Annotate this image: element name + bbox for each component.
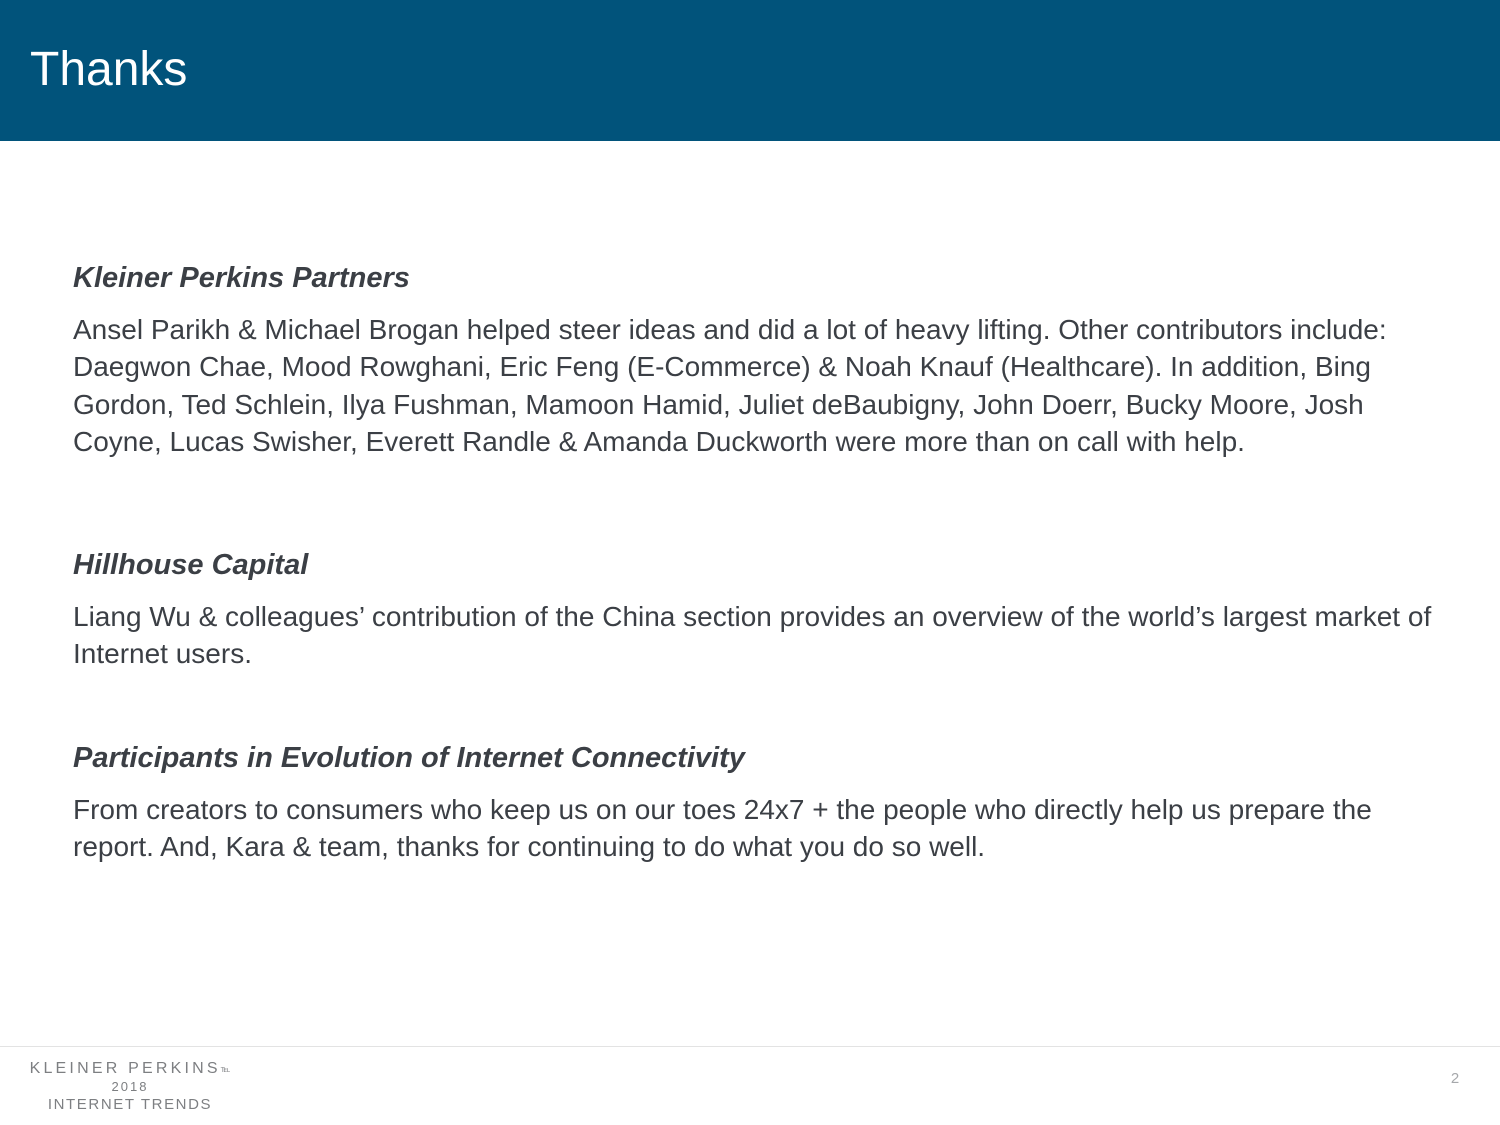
page-number: 2 (1450, 1070, 1460, 1087)
footer-divider (0, 1046, 1500, 1047)
section-kleiner-perkins-partners (73, 259, 1433, 460)
header-bar (0, 0, 1500, 141)
section-heading: Kleiner Perkins Partners (73, 262, 410, 294)
section-participants (73, 739, 1433, 866)
logo-kleiner-perkins: KLEINER PERKINS (29, 1060, 221, 1077)
logo-internet-trends: INTERNET TRENDS (47, 1096, 213, 1113)
footer-logo (18, 1059, 242, 1115)
section-heading: Hillhouse Capital (73, 549, 309, 581)
logo-year: 2018 (111, 1079, 149, 1094)
page-title: Thanks (30, 43, 188, 96)
section-body: Liang Wu & colleagues’ contribution of the China section provides an overview of the world’s largest market of Internet users. (73, 601, 1432, 670)
section-heading: Participants in Evolution of Internet Connectivity (73, 742, 745, 774)
section-hillhouse-capital (73, 546, 1433, 673)
logo-mark-icon: ℡ (220, 1064, 231, 1074)
section-body: Ansel Parikh & Michael Brogan helped steer ideas and did a lot of heavy lifting. Other contributors include: Daegwon Chae, Mood Rowghani, Eric Feng (E-Commerce) & Noah Knauf (Healthcare). In addition, Bing Gordon, Ted Schlein, Ilya Fushman, Mamoon Hamid, Juliet deBaubigny, John Doerr, Bucky Moore, Josh Coyne, Lucas Swisher, Everett Randle & Amanda Duckworth were more than on call with help. (73, 314, 1387, 457)
section-body: From creators to consumers who keep us on our toes 24x7 + the people who directly help us prepare the report. And, Kara & team, thanks for continuing to do what you do so well. (73, 794, 1372, 863)
